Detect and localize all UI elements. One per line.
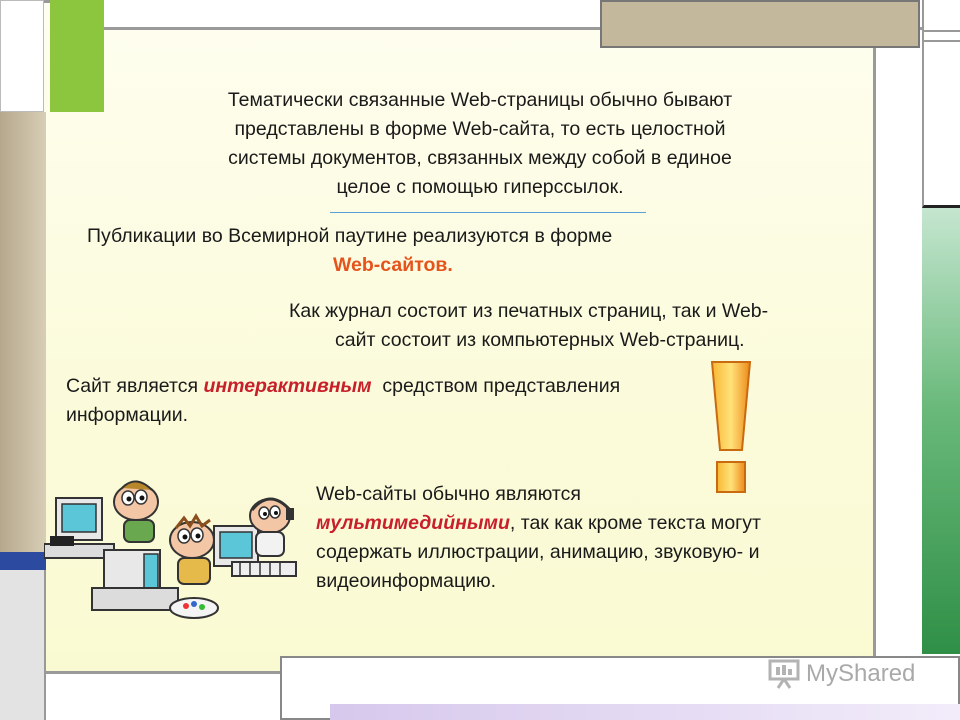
p5-highlight-multimedia: мультимедийными — [316, 512, 510, 534]
exclamation-icon — [708, 358, 754, 498]
p2-line-1: Публикации во Всемирной паутине реализуются в форме — [87, 225, 613, 247]
watermark — [768, 656, 928, 692]
p4-highlight-interactive: интерактивным — [203, 375, 372, 397]
p4-before: Сайт является — [66, 375, 204, 397]
p3-line-1: Как журнал состоит из печатных страниц, так и Web- — [289, 300, 769, 322]
people-at-computers-clipart — [44, 470, 314, 630]
p5-line-4: видеоинформацию. — [316, 570, 497, 592]
paragraph-website-definition — [150, 86, 810, 202]
frame-tan-strip-left — [0, 112, 46, 552]
frame-green-strip-right — [922, 208, 960, 654]
p1-line-3: системы документов, связанных между собой в единое — [228, 147, 732, 169]
paragraph-journal-analogy — [289, 297, 909, 355]
p1-line-4: целое с помощью гиперссылок. — [336, 176, 624, 198]
p1-line-1: Тематически связанные Web-страницы обычно бывают — [227, 89, 733, 111]
presentation-icon — [768, 658, 802, 690]
frame-blue-strip-left — [0, 552, 46, 570]
p5-line-3: содержать иллюстрации, анимацию, звуковую- и — [316, 541, 760, 563]
character-left — [114, 481, 158, 542]
frame-bottom-lavender-strip — [330, 704, 960, 720]
p1-line-2: представлены в форме Web-сайта, то есть целостной — [234, 118, 726, 140]
frame-tan-block-top — [600, 0, 920, 48]
p4-after: средством представления — [371, 375, 621, 397]
frame-grey-lines-topright — [922, 30, 960, 42]
p5-after: , так как кроме текста могут — [509, 512, 761, 534]
p5-line-1: Web-сайты обычно являются — [316, 483, 581, 505]
frame-grey-block-bottomleft — [0, 570, 46, 720]
character-center — [170, 516, 214, 584]
watermark-brand: MyShared — [806, 660, 916, 687]
p4-line-2: информации. — [66, 404, 189, 426]
frame-green-block — [50, 0, 104, 112]
divider-line — [330, 212, 646, 213]
paragraph-publications — [87, 222, 767, 280]
p3-line-2: сайт состоит из компьютерных Web-страниц. — [335, 329, 745, 351]
paragraph-multimedia — [316, 480, 916, 596]
character-right — [250, 499, 294, 556]
p2-highlight-websites: Web-сайтов. — [333, 254, 453, 276]
paragraph-interactive — [66, 372, 766, 430]
frame-white-block-topleft — [0, 0, 44, 112]
